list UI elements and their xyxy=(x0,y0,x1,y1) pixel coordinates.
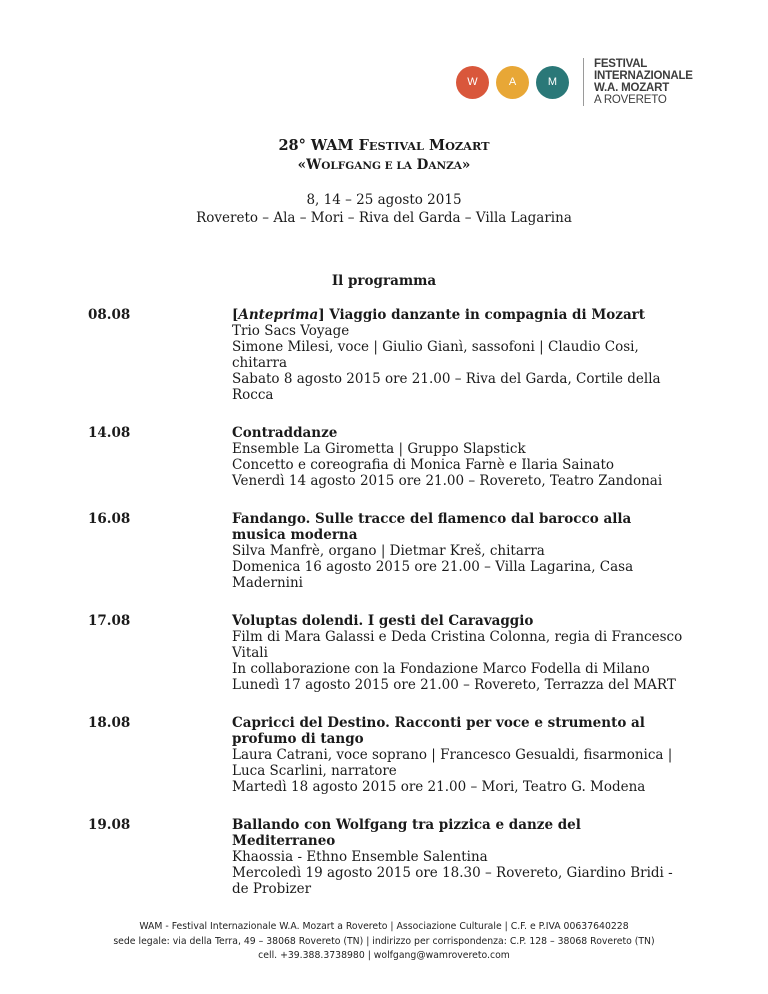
footer-line: cell. +39.388.3738980 | wolfgang@wamrovereto.com xyxy=(258,950,510,961)
event-title: Ballando con Wolfgang tra pizzica e danze del Mediterraneo xyxy=(232,817,581,849)
festival-places: Rovereto – Ala – Mori – Riva del Garda – Villa Lagarina xyxy=(196,209,572,226)
logo-circle-m: M xyxy=(536,66,569,99)
page-footer xyxy=(0,920,768,964)
event-date: 18.08 xyxy=(88,715,131,731)
event-detail: Sabato 8 agosto 2015 ore 21.00 – Riva del Garda, Cortile della Rocca xyxy=(232,371,661,403)
program-item xyxy=(88,307,688,403)
event-detail: Mercoledì 19 agosto 2015 ore 18.30 – Rovereto, Giardino Bridi - de Probizer xyxy=(232,865,673,897)
logo-divider xyxy=(583,58,584,106)
event-title: Fandango. Sulle tracce del flamenco dal barocco alla musica moderna xyxy=(232,511,632,543)
program-item xyxy=(88,511,688,591)
festival-title: 28° WAM FESTIVAL MOZART xyxy=(278,137,490,154)
event-detail: Film di Mara Galassi e Deda Cristina Colonna, regia di Francesco Vitali xyxy=(232,629,683,661)
event-date: 17.08 xyxy=(88,613,131,629)
program-item xyxy=(88,613,688,693)
program-list xyxy=(88,307,688,919)
event-date: 14.08 xyxy=(88,425,131,441)
event-title: Voluptas dolendi. I gesti del Caravaggio xyxy=(232,613,534,629)
festival-logo xyxy=(456,58,693,106)
event-detail: Laura Catrani, voce soprano | Francesco Gesualdi, fisarmonica | Luca Scarlini, narratore xyxy=(232,747,673,779)
logo-circle-a: A xyxy=(496,66,529,99)
event-detail: Venerdì 14 agosto 2015 ore 21.00 – Rovereto, Teatro Zandonai xyxy=(232,473,663,489)
logo-circle-w: W xyxy=(456,66,489,99)
footer-line: sede legale: via della Terra, 49 – 38068 Rovereto (TN) | indirizzo per corrispondenza: C.P. 128 – 38068 Rovereto (TN) xyxy=(113,935,655,947)
festival-dates: 8, 14 – 25 agosto 2015 xyxy=(306,192,462,208)
event-detail: Silva Manfrè, organo | Dietmar Kreš, chitarra xyxy=(232,543,545,559)
event-detail: Simone Milesi, voce | Giulio Gianì, sassofoni | Claudio Cosi, chitarra xyxy=(232,339,639,371)
logo-wordmark xyxy=(594,58,693,106)
document-header xyxy=(0,136,768,289)
festival-subtitle: «WOLFGANG E LA DANZA» xyxy=(297,157,471,173)
event-detail: Trio Sacs Voyage xyxy=(232,323,350,339)
event-detail: In collaborazione con la Fondazione Marco Fodella di Milano xyxy=(232,661,650,677)
event-date: 19.08 xyxy=(88,817,131,833)
event-detail: Martedì 18 agosto 2015 ore 21.00 – Mori, Teatro G. Modena xyxy=(232,779,646,795)
event-date: 16.08 xyxy=(88,511,131,527)
program-item xyxy=(88,817,688,897)
event-detail: Khaossia - Ethno Ensemble Salentina xyxy=(232,849,488,865)
logo-line: INTERNAZIONALE xyxy=(594,70,693,82)
event-title: [Anteprima] Viaggio danzante in compagnia di Mozart xyxy=(232,307,646,323)
program-heading: Il programma xyxy=(331,273,437,289)
event-title: Capricci del Destino. Racconti per voce e strumento al profumo di tango xyxy=(232,715,645,747)
event-date: 08.08 xyxy=(88,307,131,323)
event-detail: Lunedì 17 agosto 2015 ore 21.00 – Rovereto, Terrazza del MART xyxy=(232,677,676,693)
program-item xyxy=(88,425,688,489)
logo-line: A ROVERETO xyxy=(594,94,667,106)
logo-line: W.A. MOZART xyxy=(594,82,670,94)
event-title: Contraddanze xyxy=(232,425,338,441)
program-item xyxy=(88,715,688,795)
logo-line: FESTIVAL xyxy=(594,58,648,70)
event-detail: Domenica 16 agosto 2015 ore 21.00 – Villa Lagarina, Casa Madernini xyxy=(232,559,634,591)
event-detail: Ensemble La Girometta | Gruppo Slapstick xyxy=(232,441,526,457)
footer-line: WAM - Festival Internazionale W.A. Mozart a Rovereto | Associazione Culturale | C.F. e P.IVA 00637640228 xyxy=(139,921,629,932)
event-detail: Concetto e coreografia di Monica Farnè e Ilaria Sainato xyxy=(232,457,615,473)
